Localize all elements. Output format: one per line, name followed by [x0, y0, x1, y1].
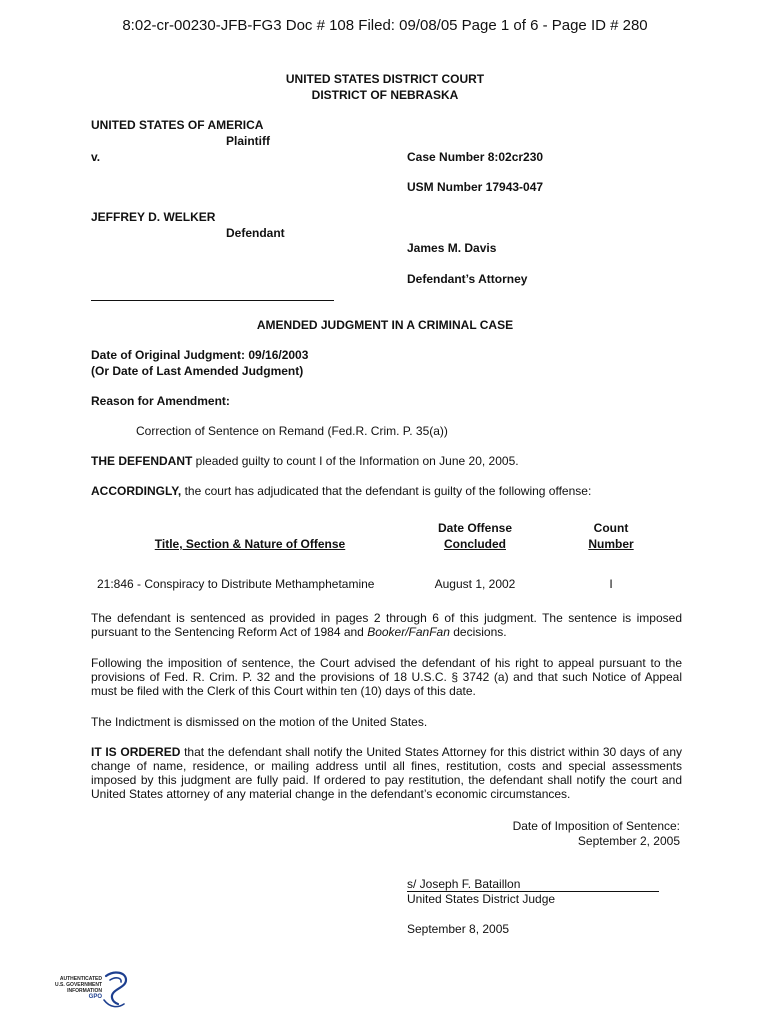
gpo-authentication-seal — [40, 970, 130, 1020]
col-offense-header: Title, Section & Nature of Offense — [154, 537, 346, 551]
offense-count: I — [609, 577, 613, 591]
reason-text: Correction of Sentence on Remand (Fed.R. Crim. P. 35(a)) — [136, 424, 448, 438]
case-number: Case Number 8:02cr230 — [407, 150, 544, 164]
offense-date: August 1, 2002 — [434, 577, 516, 591]
usm-number: USM Number 17943-047 — [407, 180, 544, 194]
accordingly-statement — [91, 484, 691, 498]
col-date-header-1: Date Offense — [437, 521, 513, 535]
judge-title: United States District Judge — [407, 892, 556, 906]
sentence-text-b: decisions. — [449, 625, 507, 639]
appeal-paragraph: Following the imposition of sentence, the Court advised the defendant of his right to appeal pursuant to the provisions of Fed. R. Crim. P. 32 and the provisions of 18 U.S.C. § 3742 (a) and that such Notice of Appeal must be filed with the Clerk of this Court within ten (10) days of this date. — [91, 656, 682, 698]
versus: v. — [91, 150, 101, 164]
original-judgment-date: Date of Original Judgment: 09/16/2003 — [91, 348, 309, 362]
court-district: DISTRICT OF NEBRASKA — [311, 88, 459, 102]
col-count-header-1: Count — [593, 521, 629, 535]
imposition-label: Date of Imposition of Sentence: — [512, 819, 680, 833]
caption-divider — [91, 300, 334, 301]
col-count-header-2: Number — [588, 537, 634, 551]
ordered-text: that the defendant shall notify the United States Attorney for this district within 30 days of any change of name, residence, or mailing address until all fines, restitution, costs and special assessments imposed by this judgment are fully paid. If ordered to pay restitution, the defendant shall notify the court and United States attorney of any material change in the defendant’s economic circumstances. — [91, 745, 682, 801]
eagle-seal-icon — [100, 970, 130, 1010]
plaintiff-role: Plaintiff — [226, 134, 270, 148]
sentence-italic: Booker/FanFan — [367, 625, 450, 639]
offense-description: 21:846 - Conspiracy to Distribute Methamphetamine — [97, 577, 375, 591]
attorney-name: James M. Davis — [407, 241, 497, 255]
attorney-role: Defendant’s Attorney — [407, 272, 528, 286]
last-amended-judgment: (Or Date of Last Amended Judgment) — [91, 364, 304, 378]
plea-lead: THE DEFENDANT — [91, 454, 193, 468]
imposition-date: September 2, 2005 — [577, 834, 680, 848]
indictment-paragraph: The Indictment is dismissed on the motion of the United States. — [91, 715, 428, 729]
seal-line-1: AUTHENTICATED — [59, 976, 102, 982]
plea-text: pleaded guilty to count I of the Information on June 20, 2005. — [192, 454, 519, 468]
filing-stamp: 8:02-cr-00230-JFB-FG3 Doc # 108 Filed: 09/08/05 Page 1 of 6 - Page ID # 280 — [122, 17, 648, 34]
seal-line-3: INFORMATION — [67, 988, 102, 994]
judge-signature: s/ Joseph F. Bataillon — [407, 877, 659, 892]
accordingly-text: the court has adjudicated that the defendant is guilty of the following offense: — [181, 484, 592, 498]
defendant-name: JEFFREY D. WELKER — [91, 210, 216, 224]
judgment-title: AMENDED JUDGMENT IN A CRIMINAL CASE — [256, 318, 514, 332]
defendant-role: Defendant — [226, 226, 285, 240]
sentence-text-a: The defendant is sentenced as provided in pages 2 through 6 of this judgment. The sentence is imposed pursuant to the Sentencing Reform Act of 1984 and — [91, 611, 682, 639]
col-date-header-2: Concluded — [444, 537, 506, 551]
sentence-paragraph — [91, 611, 682, 639]
reason-label: Reason for Amendment: — [91, 394, 230, 408]
ordered-paragraph — [91, 745, 682, 801]
accordingly-lead: ACCORDINGLY, — [91, 484, 182, 498]
court-name: UNITED STATES DISTRICT COURT — [285, 72, 485, 86]
plaintiff-name: UNITED STATES OF AMERICA — [91, 118, 264, 132]
seal-line-4: GPO — [88, 994, 102, 1000]
signature-date: September 8, 2005 — [407, 922, 510, 936]
defendant-plea — [91, 454, 691, 468]
ordered-lead: IT IS ORDERED — [91, 745, 181, 759]
seal-line-2: U.S. GOVERNMENT — [55, 982, 102, 988]
